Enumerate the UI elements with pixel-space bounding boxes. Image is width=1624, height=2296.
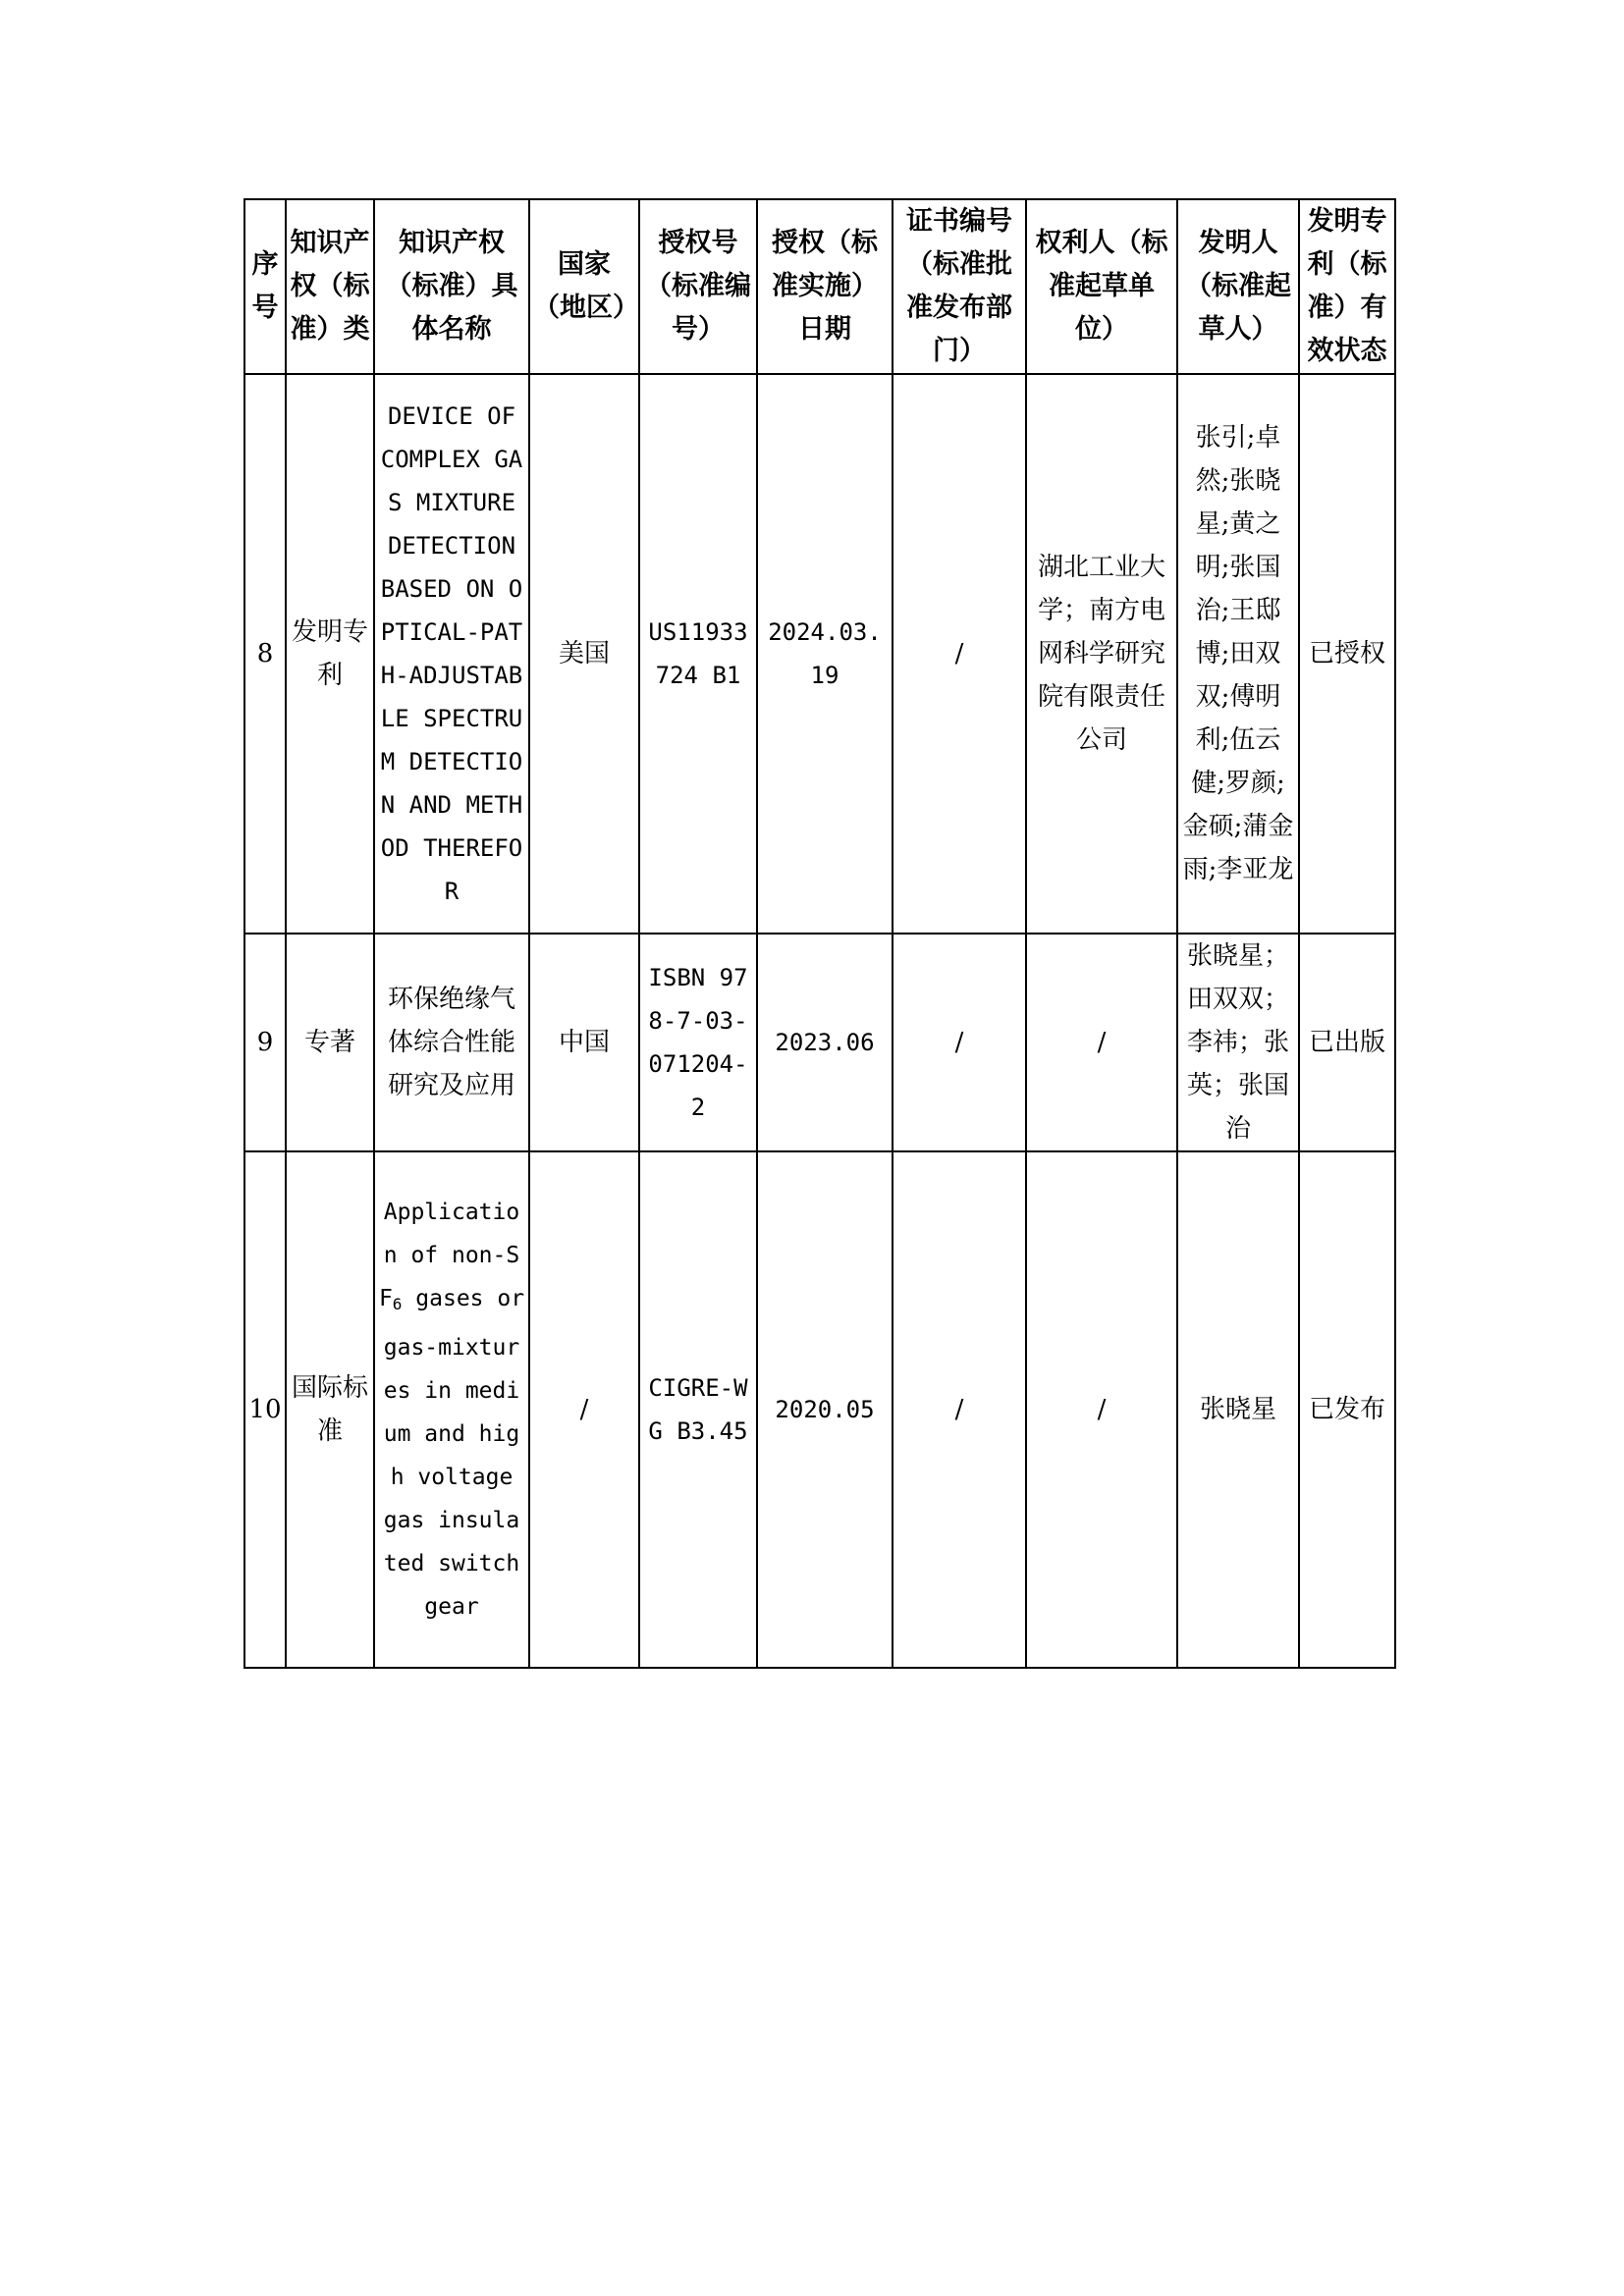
cell-status: 已出版 [1299,934,1395,1151]
cell-grant-number: ISBN 978-7-03-071204-2 [639,934,757,1151]
cell-ip-name [374,1151,529,1668]
table-row [244,374,1395,934]
cell-country: 中国 [529,934,639,1151]
cell-holder: / [1026,1151,1177,1668]
cell-ip-type: 国际标准 [286,1151,374,1668]
cell-ip-type: 专著 [286,934,374,1151]
cell-holder: 湖北工业大学；南方电网科学研究院有限责任公司 [1026,374,1177,934]
header-holder: 权利人（标准起草单位） [1026,199,1177,374]
cell-inventors: 张引;卓然;张晓星;黄之明;张国治;王邸博;田双双;傅明利;伍云健;罗颜;金硕;蒲金雨;李亚龙 [1177,374,1299,934]
cell-ip-name: 环保绝缘气体综合性能研究及应用 [374,934,529,1151]
header-ip-name: 知识产权（标准）具体名称 [374,199,529,374]
cell-inventors: 张晓星 [1177,1151,1299,1668]
cell-grant-number: US11933724 B1 [639,374,757,934]
cell-status: 已发布 [1299,1151,1395,1668]
cell-seq: 8 [244,374,286,934]
cell-holder: / [1026,934,1177,1151]
cell-grant-number: CIGRE-WG B3.45 [639,1151,757,1668]
ip-name-subscript: 6 [392,1295,403,1313]
header-certificate: 证书编号（标准批准发布部门） [893,199,1026,374]
table-row [244,1151,1395,1668]
cell-certificate: / [893,1151,1026,1668]
patent-standards-table [244,198,1396,1669]
cell-seq: 10 [244,1151,286,1668]
table-row [244,934,1395,1151]
header-country: 国家（地区） [529,199,639,374]
cell-certificate: / [893,374,1026,934]
cell-certificate: / [893,934,1026,1151]
cell-inventors: 张晓星；田双双；李祎；张英；张国治 [1177,934,1299,1151]
cell-ip-name: DEVICE OF COMPLEX GAS MIXTURE DETECTION BASED ON OPTICAL-PATH-ADJUSTABLE SPECTRUM DETECTION AND METHOD THEREFOR [374,374,529,934]
header-ip-type: 知识产权（标准）类 [286,199,374,374]
cell-grant-date: 2024.03.19 [757,374,893,934]
cell-grant-date: 2020.05 [757,1151,893,1668]
cell-status: 已授权 [1299,374,1395,934]
header-seq: 序号 [244,199,286,374]
header-status: 发明专利（标准）有效状态 [1299,199,1395,374]
cell-ip-type: 发明专利 [286,374,374,934]
table-header-row [244,199,1395,374]
header-grant-date: 授权（标准实施）日期 [757,199,893,374]
ip-name-part-1: Application of non-SF [378,1200,520,1311]
cell-seq: 9 [244,934,286,1151]
header-inventors: 发明人（标准起草人） [1177,199,1299,374]
cell-grant-date: 2023.06 [757,934,893,1151]
cell-country: 美国 [529,374,639,934]
cell-country: / [529,1151,639,1668]
header-grant-number: 授权号（标准编号） [639,199,757,374]
ip-name-part-2: gases or gas-mixtures in medium and high voltage gas insulated switchgear [383,1286,525,1620]
